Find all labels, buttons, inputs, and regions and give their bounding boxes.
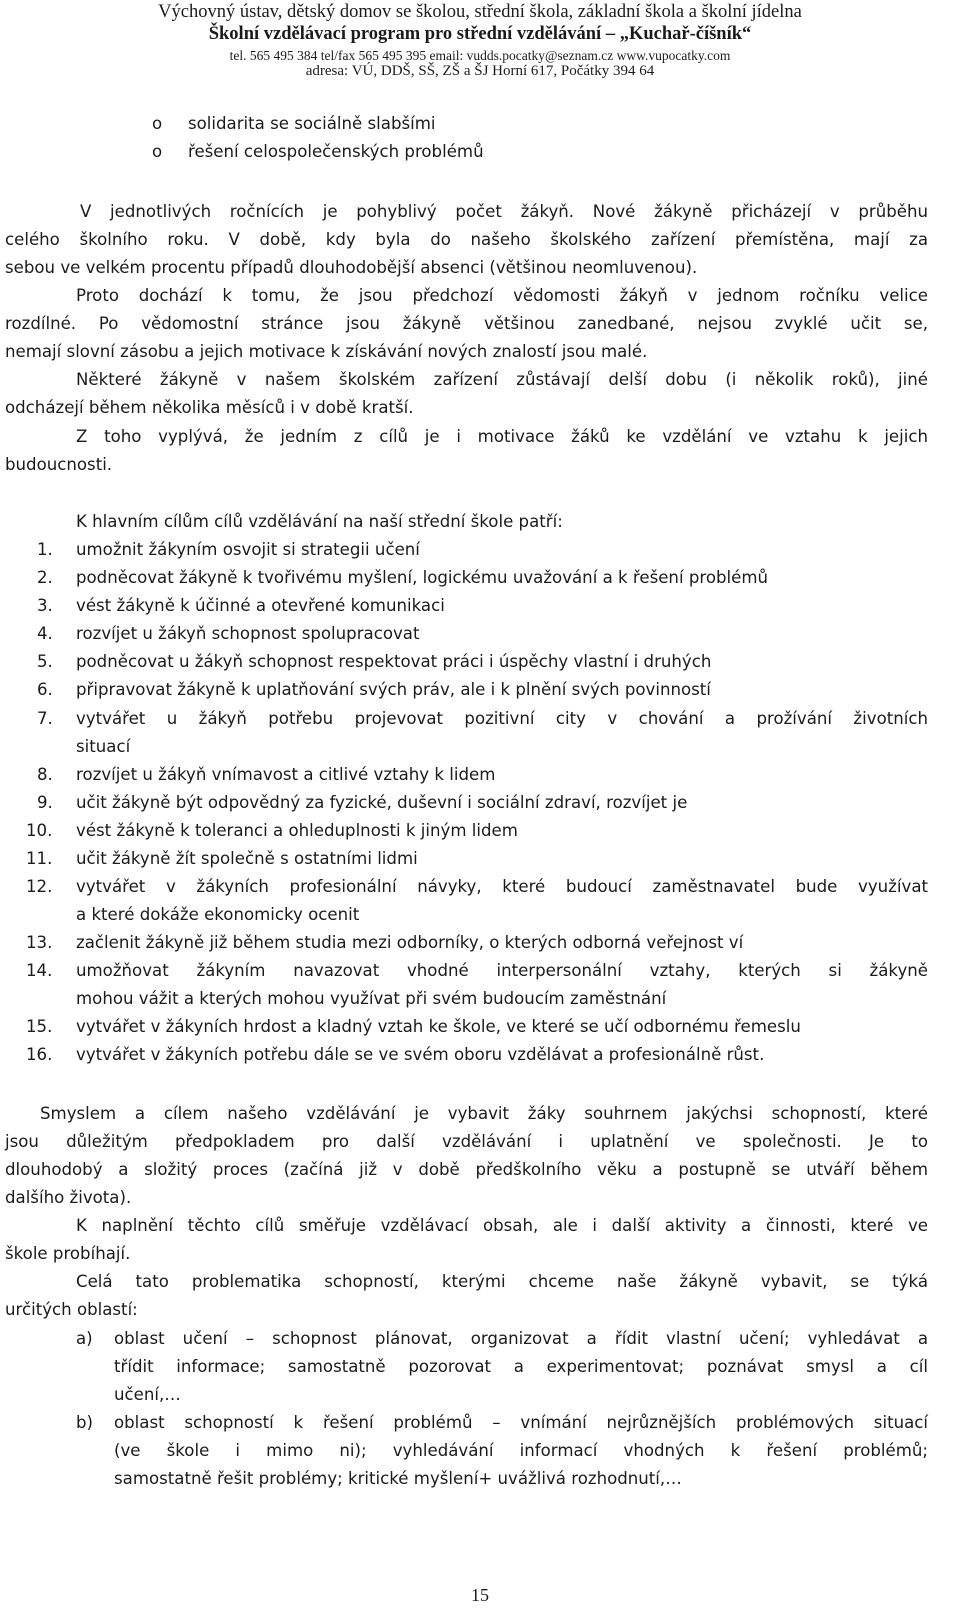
list-item: připravovat žákyně k uplatňování svých práv, ale i k plnění svých povinností	[76, 680, 711, 699]
page-number: 15	[471, 1585, 489, 1605]
list-item: vytvářet v žákyních profesionální návyky, které budoucí zaměstnavatel bude využívat	[76, 877, 928, 896]
list-number: 9.	[37, 793, 53, 812]
list-item: podněcovat žákyně k tvořivému myšlení, logickému uvažování a k řešení problémů	[76, 568, 769, 587]
list-number: 1.	[37, 540, 53, 559]
list-item: začlenit žákyně již během studia mezi odborníky, o kterých odborná veřejnost ví	[76, 933, 744, 952]
bullet-marker: o	[152, 114, 163, 133]
header-program-title: Školní vzdělávací program pro střední vzdělávání – „Kuchař-číšník“	[208, 24, 752, 44]
list-item: vytvářet v žákyních hrdost a kladný vztah ke škole, ve které se učí odbornému řemeslu	[76, 1017, 801, 1036]
list-number: 6.	[37, 680, 53, 699]
list-item-continuation: mohou vážit a kterých mohou využívat při svém budoucím zaměstnání	[76, 989, 667, 1008]
paragraph-line: dlouhodobý a složitý proces (začíná již v době předškolního věku a postupně se utváří během	[5, 1160, 928, 1179]
paragraph-line: Smyslem a cílem našeho vzdělávání je vybavit žáky souhrnem jakýchsi schopností, které	[40, 1104, 928, 1123]
paragraph-line: K naplnění těchto cílů směřuje vzdělávací obsah, ale i další aktivity a činnosti, které ve	[76, 1216, 928, 1235]
list-item: učit žákyně být odpovědný za fyzické, duševní i sociální zdraví, rozvíjet je	[76, 793, 688, 812]
area-marker: a)	[76, 1329, 93, 1348]
list-number: 14.	[26, 961, 53, 980]
list-number: 15.	[26, 1017, 53, 1036]
list-number: 5.	[37, 652, 53, 671]
area-marker: b)	[76, 1413, 94, 1432]
list-item: učit žákyně žít společně s ostatními lidmi	[76, 849, 418, 868]
list-number: 8.	[37, 765, 53, 784]
area-item: oblast učení – schopnost plánovat, organizovat a řídit vlastní učení; vyhledávat a	[114, 1329, 928, 1348]
list-number: 13.	[26, 933, 53, 952]
list-number: 4.	[37, 624, 53, 643]
list-number: 12.	[26, 877, 53, 896]
paragraph-line: Z toho vyplývá, že jedním z cílů je i motivace žáků ke vzdělání ve vztahu k jejich	[76, 427, 928, 446]
list-number: 16.	[26, 1045, 53, 1064]
area-item-continuation: (ve škole i mimo ni); vyhledávání informací vhodných k řešení problémů;	[114, 1441, 928, 1460]
paragraph-line: škole probíhají.	[5, 1244, 131, 1263]
list-item: vytvářet v žákyních potřebu dále se ve svém oboru vzdělávat a profesionálně růst.	[76, 1045, 765, 1064]
goals-intro: K hlavním cílům cílů vzdělávání na naší střední škole patří:	[76, 512, 563, 531]
paragraph-line: rozdílné. Po vědomostní stránce jsou žákyně většinou zanedbané, nejsou zvyklé učit se,	[5, 314, 928, 333]
list-item: vést žákyně k toleranci a ohleduplnosti k jiným lidem	[76, 821, 518, 840]
paragraph-line: jsou důležitým předpokladem pro další vzdělávání i uplatnění ve společnosti. Je to	[5, 1132, 928, 1151]
header-address: adresa: VÚ, DDŠ, SŠ, ZŠ a ŠJ Horní 617, Počátky 394 64	[305, 63, 655, 79]
paragraph-line: V jednotlivých ročnících je pohyblivý počet žákyň. Nové žákyně přicházejí v průběhu	[80, 202, 928, 221]
list-number: 3.	[37, 596, 53, 615]
list-number: 2.	[37, 568, 53, 587]
paragraph-line: odcházejí během několika měsíců i v době kratší.	[5, 398, 414, 417]
list-item: vytvářet u žákyň potřebu projevovat pozitivní city v chování a prožívání životních	[76, 709, 928, 728]
list-number: 11.	[26, 849, 53, 868]
list-item: umožňovat žákyním navazovat vhodné interpersonální vztahy, kterých si žákyně	[76, 961, 928, 980]
list-number: 7.	[37, 709, 53, 728]
list-item-continuation: a které dokáže ekonomicky ocenit	[76, 905, 360, 924]
paragraph-line: nemají slovní zásobu a jejich motivace k získávání nových znalostí jsou malé.	[5, 342, 648, 361]
area-item: oblast schopností k řešení problémů – vnímání nejrůznějších problémových situací	[114, 1413, 928, 1432]
area-item-continuation: samostatně řešit problémy; kritické myšlení+ uvážlivá rozhodnutí,…	[114, 1469, 682, 1488]
header-contacts: tel. 565 495 384 tel/fax 565 495 395 email: vudds.pocatky@seznam.cz www.vupocatky.com	[229, 48, 731, 63]
paragraph-line: sebou ve velkém procentu případů dlouhodobější absenci (většinou neomluvenou).	[5, 258, 698, 277]
paragraph-line: Proto dochází k tomu, že jsou předchozí vědomosti žákyň v jednom ročníku velice	[76, 286, 928, 305]
area-item-continuation: třídit informace; samostatně pozorovat a experimentovat; poznávat smysl a cíl	[114, 1357, 928, 1376]
bullet-marker: o	[152, 142, 163, 161]
list-item: rozvíjet u žákyň vnímavost a citlivé vztahy k lidem	[76, 765, 496, 784]
paragraph-line: budoucnosti.	[5, 455, 113, 474]
list-item: vést žákyně k účinné a otevřené komunikaci	[76, 596, 445, 615]
list-number: 10.	[26, 821, 53, 840]
paragraph-line: celého školního roku. V době, kdy byla do našeho školského zařízení přemístěna, mají za	[5, 230, 928, 249]
paragraph-line: dalšího života).	[5, 1188, 132, 1207]
list-item-continuation: situací	[76, 737, 131, 756]
list-item: umožnit žákyním osvojit si strategii učení	[76, 540, 420, 559]
list-item: podněcovat u žákyň schopnost respektovat práci i úspěchy vlastní i druhých	[76, 652, 712, 671]
paragraph-line: Celá tato problematika schopností, kterými chceme naše žákyně vybavit, se týká	[76, 1272, 928, 1291]
paragraph-line: Některé žákyně v našem školském zařízení zůstávají delší dobu (i několik roků), jiné	[76, 370, 928, 389]
bullet-text: solidarita se sociálně slabšími	[188, 114, 436, 133]
area-item-continuation: učení,…	[114, 1385, 181, 1404]
bullet-text: řešení celospolečenských problémů	[188, 142, 484, 161]
header-institution: Výchovný ústav, dětský domov se školou, střední škola, základní škola a školní jídelna	[158, 2, 802, 22]
paragraph-line: určitých oblastí:	[5, 1300, 138, 1319]
list-item: rozvíjet u žákyň schopnost spolupracovat	[76, 624, 420, 643]
